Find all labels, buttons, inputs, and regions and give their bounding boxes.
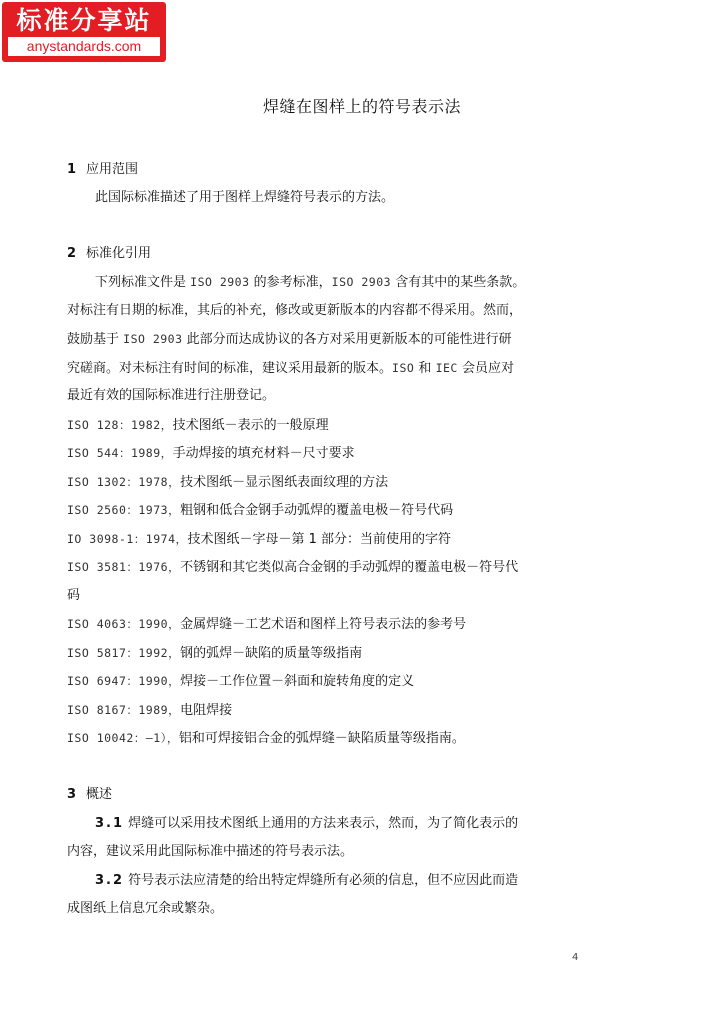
reference-item — [67, 557, 587, 578]
reference-code: ISO 4063：1990， — [67, 617, 181, 631]
document-title: 焊缝在图样上的符号表示法 — [262, 97, 461, 116]
section-2-heading — [67, 244, 151, 264]
reference-title: 手动焊接的填充材料－尺寸要求 — [172, 446, 355, 461]
reference-code: ISO 10042：—1）， — [67, 731, 179, 745]
reference-title: 技术图纸－字母－第 1 部分：当前使用的字符 — [187, 532, 452, 547]
standard-code: ISO 2903 — [190, 275, 250, 289]
reference-title: 不锈钢和其它类似高合金钢的手动弧焊的覆盖电极－符号代 — [180, 560, 519, 575]
text: 下列标准文件是 — [95, 275, 191, 290]
subsection-3-2-continuation: 成图纸上信息冗余或繁杂。 — [67, 901, 224, 916]
section-number: 3 — [67, 787, 77, 802]
reference-title: 电阻焊接 — [180, 703, 233, 718]
section-1-heading — [67, 160, 138, 180]
paragraph-line — [67, 301, 587, 321]
text: 最近有效的国际标准进行注册登记。 — [67, 388, 276, 403]
reference-title: 金属焊缝－工艺术语和图样上符号表示法的参考号 — [180, 617, 467, 632]
reference-item-continued — [67, 585, 587, 606]
paragraph-line — [67, 358, 587, 379]
reference-code: ISO 1302：1978， — [67, 475, 181, 489]
standard-code: ISO 2903 — [123, 332, 183, 346]
reference-code: ISO 128：1982， — [67, 418, 173, 432]
section-title: 标准化引用 — [86, 246, 152, 261]
reference-title: 码 — [67, 588, 81, 603]
reference-title: 技术图纸－显示图纸表面纹理的方法 — [180, 475, 389, 490]
subsection-text: 焊缝可以采用技术图纸上通用的方法来表示，然而，为了简化表示的 — [128, 816, 519, 831]
reference-code: ISO 5817：1992， — [67, 646, 181, 660]
paragraph-line — [67, 386, 587, 406]
reference-item — [67, 671, 587, 692]
subsection-3-1-continuation: 内容，建议采用此国际标准中描述的符号表示法。 — [67, 844, 354, 859]
reference-item — [67, 529, 587, 550]
reference-title: 焊接－工作位置－斜面和旋转角度的定义 — [180, 674, 415, 689]
text: 和 — [414, 361, 436, 376]
reference-code: ISO 544：1989， — [67, 446, 173, 460]
reference-item — [67, 614, 587, 635]
text: 此部分而达成协议的各方对采用更新版本的可能性进行研 — [182, 332, 512, 347]
text: 鼓励基于 — [67, 332, 124, 347]
reference-code: ISO 3581：1976， — [67, 560, 181, 574]
section-title: 概述 — [86, 787, 113, 802]
reference-title: 铝和可焊接铝合金的弧焊缝－缺陷质量等级指南。 — [178, 731, 465, 746]
logo-title: 标准分享站 — [16, 6, 152, 35]
reference-item — [67, 728, 587, 749]
reference-title: 技术图纸－表示的一般原理 — [172, 418, 329, 433]
reference-item — [67, 500, 587, 521]
standard-code: ISO — [392, 361, 415, 375]
reference-code: ISO 6947：1990， — [67, 674, 181, 688]
reference-item — [67, 643, 587, 664]
subsection-3-2-line — [95, 871, 615, 891]
paragraph-line — [95, 272, 615, 293]
text: 究磋商。对未标注有时间的标准，建议采用最新的版本。 — [67, 361, 393, 376]
standard-code: IEC — [435, 361, 458, 375]
section-number: 1 — [67, 162, 77, 177]
reference-item — [67, 700, 587, 721]
subsection-3-1-line — [95, 814, 615, 834]
reference-item — [67, 472, 587, 493]
text: 会员应对 — [457, 361, 514, 376]
page-number: 4 — [572, 952, 579, 963]
site-logo — [2, 2, 166, 62]
section-number: 2 — [67, 246, 77, 261]
section-title: 应用范围 — [86, 162, 139, 177]
reference-item — [67, 415, 587, 436]
reference-code: ISO 8167：1989， — [67, 703, 181, 717]
reference-code: IO 3098-1：1974， — [67, 532, 188, 546]
logo-url: anystandards.com — [8, 37, 160, 56]
section-1-body: 此国际标准描述了用于图样上焊缝符号表示的方法。 — [95, 190, 395, 205]
paragraph-line — [67, 329, 587, 350]
subsection-number: 3.2 — [95, 873, 125, 888]
subsection-number: 3.1 — [95, 816, 125, 831]
standard-code: ISO 2903 — [331, 275, 392, 289]
reference-item — [67, 443, 587, 464]
reference-title: 粗钢和低合金钢手动弧焊的覆盖电极－符号代码 — [180, 503, 454, 518]
reference-title: 钢的弧焊－缺陷的质量等级指南 — [180, 646, 363, 661]
section-3-heading — [67, 785, 112, 805]
subsection-text: 符号表示法应清楚的给出特定焊缝所有必须的信息，但不应因此而造 — [128, 873, 519, 888]
text: 对标注有日期的标准，其后的补充，修改或更新版本的内容都不得采用。然而， — [67, 303, 523, 318]
text: 的参考标准， — [249, 275, 332, 290]
reference-code: ISO 2560：1973， — [67, 503, 181, 517]
text: 含有其中的某些条款。 — [391, 275, 526, 290]
